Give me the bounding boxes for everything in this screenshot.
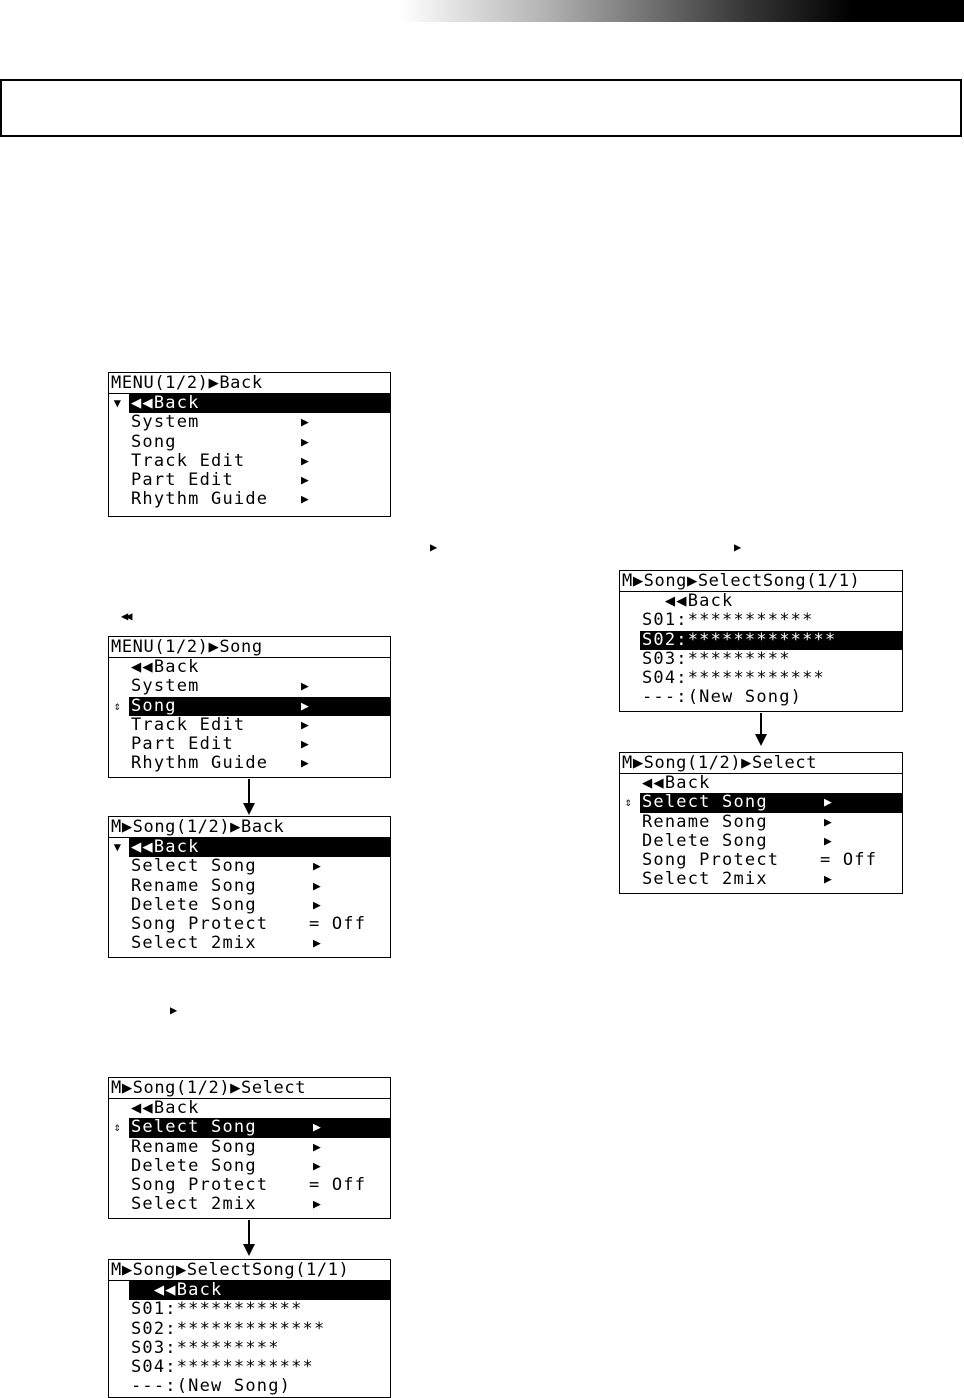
lcd-title: M▶Song▶SelectSong(1/1): [109, 1260, 390, 1281]
lcd-row-text: S03:*********: [131, 1337, 280, 1358]
play-icon: ▶: [313, 1197, 323, 1213]
lcd-row-text: S03:*********: [642, 648, 791, 669]
lcd-row-text: Select Song: [640, 793, 902, 812]
lcd-row-text: Track Edit: [131, 450, 246, 471]
lcd-song-back: [108, 816, 391, 958]
lcd-row-text: ---:(New Song): [642, 687, 803, 708]
lcd-row-value: = Off: [309, 1175, 367, 1196]
lcd-menu-back: [108, 372, 391, 517]
scroll-updown-icon: ⇕: [113, 698, 123, 713]
lcd-row: [620, 688, 902, 707]
lcd-row-text: Rename Song: [131, 1136, 257, 1157]
lcd-row: [109, 1176, 390, 1195]
play-icon: ▶: [301, 756, 311, 772]
lcd-row-text: ◀◀Back: [129, 394, 390, 413]
play-icon: ▶: [170, 1003, 178, 1017]
play-icon: ▶: [301, 737, 311, 753]
scroll-updown-icon: ⇕: [624, 795, 634, 810]
lcd-row: [620, 650, 902, 669]
play-icon: ▶: [824, 814, 834, 830]
lcd-row-value: = Off: [309, 914, 367, 935]
lcd-row-text: Rename Song: [131, 875, 257, 896]
lcd-row-text: Song: [131, 431, 177, 452]
lcd-row: [109, 471, 390, 490]
lcd-row-text: Song Protect: [131, 914, 269, 935]
lcd-row-text: ◀◀Back: [131, 1098, 200, 1118]
play-icon: ▶: [301, 453, 311, 469]
lcd-song-select-right: [619, 752, 903, 894]
lcd-row-text: ◀◀Back: [642, 591, 734, 611]
lcd-row: [109, 433, 390, 452]
lcd-row: [109, 394, 390, 413]
lcd-row: [109, 1339, 390, 1358]
lcd-row: [109, 896, 390, 915]
play-icon: ▶: [301, 473, 311, 489]
lcd-row: [109, 857, 390, 876]
lcd-row: [109, 915, 390, 934]
play-icon: ▶: [313, 936, 323, 952]
lcd-title: M▶Song▶SelectSong(1/1): [620, 571, 902, 592]
play-icon: ▶: [824, 833, 834, 849]
lcd-row: [109, 1281, 390, 1300]
lcd-row: [109, 1118, 390, 1137]
play-icon: ▶: [301, 717, 311, 733]
lcd-row: [109, 735, 390, 754]
lcd-select-song-list: [108, 1259, 391, 1398]
lcd-row-text: Select Song: [129, 1118, 390, 1137]
scroll-updown-icon: ⇕: [113, 1120, 123, 1135]
lcd-row: [109, 877, 390, 896]
lcd-row-text: S04:************: [131, 1357, 314, 1378]
lcd-row: [620, 832, 902, 851]
lcd-row-text: ---:(New Song): [131, 1376, 292, 1397]
play-icon: ▶: [301, 679, 311, 695]
lcd-row-text: Select 2mix: [642, 869, 768, 890]
scroll-down-icon: ▼: [113, 840, 123, 854]
flow-arrow-head: [755, 734, 767, 746]
lcd-row-text: S01:***********: [642, 610, 814, 631]
lcd-row-text: Rename Song: [642, 811, 768, 832]
lcd-row-text: S01:***********: [131, 1299, 303, 1320]
lcd-row: [109, 1320, 390, 1339]
play-icon: ▶: [824, 795, 834, 811]
flow-arrow-line: [248, 1220, 250, 1246]
lcd-row: [109, 658, 390, 677]
play-icon: ▶: [313, 1120, 323, 1136]
play-icon: ▶: [824, 872, 834, 888]
lcd-row: [620, 611, 902, 630]
play-icon: ▶: [313, 1158, 323, 1174]
rewind-icon: ◀◀: [121, 609, 130, 623]
flow-arrow-head: [243, 1244, 255, 1256]
lcd-row-text: Song Protect: [131, 1175, 269, 1196]
lcd-row: [109, 490, 390, 509]
play-icon: ▶: [430, 540, 438, 554]
lcd-row-text: Delete Song: [131, 1155, 257, 1176]
header-gradient-bar: [400, 0, 964, 22]
scroll-down-icon: ▼: [113, 396, 123, 410]
flow-arrow-line: [760, 713, 762, 736]
lcd-row: [109, 1195, 390, 1214]
lcd-row-text: ◀◀Back: [642, 773, 711, 793]
lcd-row-text: Rhythm Guide: [131, 489, 269, 510]
lcd-row-text: Part Edit: [131, 470, 234, 491]
lcd-row: [109, 754, 390, 773]
play-icon: ▶: [301, 415, 311, 431]
lcd-title: MENU(1/2)▶Song: [109, 637, 390, 658]
flow-arrow-line: [248, 779, 250, 805]
lcd-row-text: ◀◀Back: [131, 657, 200, 677]
lcd-row-text: Select 2mix: [131, 1194, 257, 1215]
lcd-row: [109, 716, 390, 735]
lcd-row: [109, 452, 390, 471]
lcd-row: [620, 592, 902, 611]
lcd-select-song-list-s02: [619, 570, 903, 712]
lcd-row: [109, 1099, 390, 1118]
play-icon: ▶: [734, 540, 742, 554]
play-icon: ▶: [301, 698, 311, 714]
lcd-row: [109, 677, 390, 696]
lcd-row: [109, 1358, 390, 1377]
lcd-row: [620, 813, 902, 832]
play-icon: ▶: [313, 897, 323, 913]
lcd-menu-song: [108, 636, 391, 778]
lcd-row-text: Select Song: [131, 856, 257, 877]
lcd-row: [620, 631, 902, 650]
lcd-row: [620, 851, 902, 870]
flow-arrow-head: [243, 803, 255, 815]
play-icon: ▶: [301, 434, 311, 450]
lcd-row-value: = Off: [820, 850, 878, 871]
lcd-title: MENU(1/2)▶Back: [109, 373, 390, 394]
play-icon: ▶: [313, 859, 323, 875]
lcd-row: [620, 774, 902, 793]
section-header-box: [0, 79, 962, 137]
lcd-song-select: [108, 1077, 391, 1219]
lcd-row-text: Part Edit: [131, 734, 234, 755]
lcd-row-text: System: [131, 676, 200, 697]
lcd-row: [109, 838, 390, 857]
lcd-row: [620, 793, 902, 812]
lcd-row: [109, 1157, 390, 1176]
lcd-title: M▶Song(1/2)▶Back: [109, 817, 390, 838]
lcd-row: [109, 1138, 390, 1157]
lcd-row-text: ◀◀Back: [129, 1281, 390, 1300]
lcd-row: [620, 870, 902, 889]
lcd-row-text: Delete Song: [131, 894, 257, 915]
lcd-row-text: Song Protect: [642, 850, 780, 871]
lcd-row: [109, 697, 390, 716]
lcd-row-text: ◀◀Back: [129, 838, 390, 857]
lcd-row: [620, 669, 902, 688]
play-icon: ▶: [313, 1139, 323, 1155]
lcd-row: [109, 934, 390, 953]
lcd-row-text: Select 2mix: [131, 933, 257, 954]
lcd-row-text: Song: [129, 697, 390, 716]
lcd-row-text: Rhythm Guide: [131, 753, 269, 774]
lcd-row: [109, 1377, 390, 1396]
lcd-row: [109, 413, 390, 432]
lcd-title: M▶Song(1/2)▶Select: [109, 1078, 390, 1099]
lcd-row-text: System: [131, 412, 200, 433]
lcd-row-text: S04:************: [642, 668, 825, 689]
lcd-row-text: Track Edit: [131, 714, 246, 735]
lcd-row-text: S02:*************: [640, 631, 902, 650]
lcd-title: M▶Song(1/2)▶Select: [620, 753, 902, 774]
lcd-row-text: S02:*************: [131, 1318, 326, 1339]
lcd-row: [109, 1300, 390, 1319]
lcd-row-text: Delete Song: [642, 830, 768, 851]
play-icon: ▶: [313, 878, 323, 894]
play-icon: ▶: [301, 492, 311, 508]
